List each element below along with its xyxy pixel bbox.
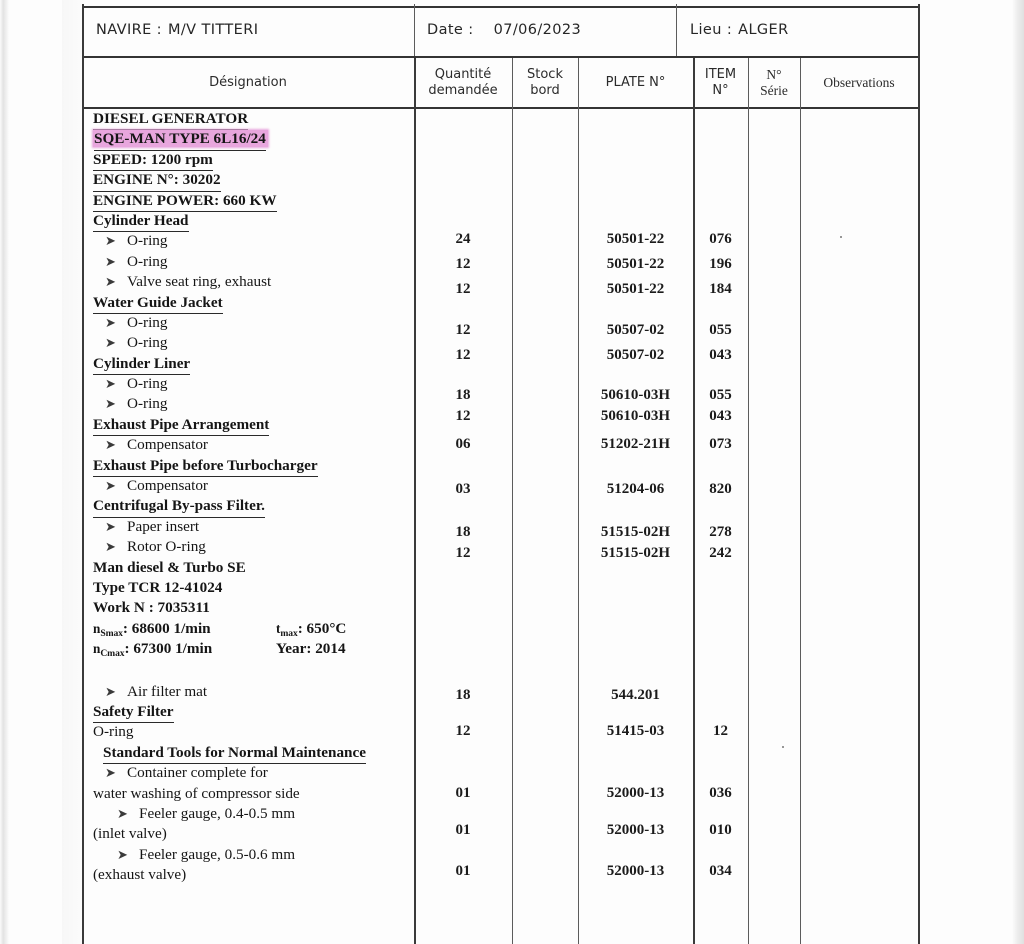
spec-subscript: Smax [100,627,123,639]
designation-line-text: Cylinder Head [93,211,189,232]
column-header-item-no: ITEM N° [704,67,737,98]
designation-text-line [93,824,413,844]
designation-bullet-line [93,763,413,783]
cell-quantite-demandee: 12 [455,545,471,561]
cell-plate-no: 50610-03H [600,408,671,424]
cell-plate-no: 50501-22 [606,256,665,272]
field-date [427,4,581,56]
designation-section-heading [93,415,413,435]
spec-symbol: n [93,641,101,657]
designation-bullet-line [93,476,413,496]
cell-item-no: 034 [709,863,732,879]
designation-bullet-line [93,272,413,292]
cell-plate-no: 52000-13 [606,822,665,838]
cell-plate-no: 51415-03 [606,723,665,739]
cell-quantite-demandee: 12 [455,408,471,424]
designation-line-text: O-ring [127,334,168,352]
cell-item-no: 043 [709,408,732,424]
spec-value: : 68600 1/min [122,619,211,637]
designation-section-heading [93,354,413,374]
highlighter-marker [93,130,268,147]
cell-quantite-demandee: 12 [455,281,471,297]
designation-line-text: SPEED: 1200 rpm [93,150,213,171]
designation-section-heading [93,702,413,722]
designation-title-line [93,109,413,129]
designation-line-text: Man diesel & Turbo SE [93,558,246,576]
designation-line-text: Paper insert [127,517,200,535]
designation-line-text: Valve seat ring, exhaust [127,273,272,291]
cell-plate-no: 544.201 [611,687,660,703]
cell-quantite-demandee: 01 [455,863,471,879]
designation-gap [93,660,413,682]
designation-bullet-line [93,537,413,557]
cell-item-no: 12 [713,723,728,739]
designation-line-text: (inlet valve) [93,825,167,843]
designation-line-text: Exhaust Pipe before Turbocharger [93,456,318,477]
requisition-table [82,4,920,944]
column-header-observations: Observations [823,74,895,90]
scan-left-edge [0,0,9,944]
spec-symbol: n [93,620,101,636]
designation-line-text: O-ring [127,313,168,331]
field-navire [96,4,258,56]
date-label: Date : [427,22,474,38]
designation-line-text: Air filter mat [127,682,208,700]
designation-line-text: O-ring [93,723,134,741]
designation-line-text: O-ring [127,232,168,250]
cell-plate-no: 51515-02H [600,524,671,540]
designation-line-text: ENGINE N°: 30202 [93,170,221,191]
cell-quantite-demandee: 18 [455,524,471,540]
designation-line-text: (exhaust valve) [93,866,187,884]
cell-plate-no: 50507-02 [606,347,665,363]
cell-quantite-demandee: 18 [455,387,471,403]
column-header-stock-bord: Stock bord [527,67,563,98]
date-value: 07/06/2023 [493,22,582,38]
designation-line-text: Container complete for [127,764,268,782]
spec-subscript: Cmax [100,648,125,660]
designation-bullet-line [93,252,413,272]
designation-bullet-line [93,845,413,865]
cell-item-no: 278 [709,524,732,540]
column-header-no-serie: N° Série [760,66,788,98]
designation-column [93,109,413,885]
designation-bullet-line [93,394,413,414]
cell-quantite-demandee: 01 [455,785,471,801]
designation-section-heading [93,456,413,476]
column-header-plate-no: PLATE N° [605,74,666,90]
spec-value-2: : 650°C [297,619,347,637]
bullet-arrow-icon: ➤ [105,765,116,781]
cell-item-no: 055 [709,387,732,403]
bullet-arrow-icon: ➤ [105,274,116,290]
cell-quantite-demandee: 12 [455,322,471,338]
turbocharger-spec-line [93,639,413,659]
cell-quantite-demandee: 24 [455,231,471,247]
designation-section-heading [93,496,413,516]
designation-line-text: Cylinder Liner [93,354,190,375]
cell-item-no: 043 [709,347,732,363]
designation-title-line [93,191,413,211]
cell-quantite-demandee: 03 [455,481,471,497]
cell-quantite-demandee: 06 [455,436,471,452]
lieu-value: ALGER [738,22,789,38]
scan-right-edge [1012,0,1024,944]
designation-line-text: O-ring [127,375,168,393]
cell-item-no: 076 [709,231,732,247]
cell-item-no: 010 [709,822,732,838]
bullet-arrow-icon: ➤ [105,335,116,351]
designation-line-text: Safety Filter [93,702,174,723]
cell-plate-no: 50501-22 [606,281,665,297]
cell-plate-no: 50507-02 [606,322,665,338]
designation-bullet-line [93,374,413,394]
bullet-arrow-icon: ➤ [105,376,116,392]
cell-plate-no: 52000-13 [606,785,665,801]
designation-section-heading [93,293,413,313]
cell-quantite-demandee: 12 [455,723,471,739]
bullet-arrow-icon: ➤ [105,233,116,249]
designation-line-text: Compensator [127,436,208,454]
bullet-arrow-icon: ➤ [105,539,116,555]
designation-text-line [93,865,413,885]
designation-bullet-line [93,231,413,251]
cell-plate-no: 51515-02H [600,545,671,561]
designation-line-text: Water Guide Jacket [93,293,223,314]
cell-plate-no: 51202-21H [600,436,671,452]
designation-line-text: Centrifugal By-pass Filter. [93,496,265,517]
designation-bullet-line [93,333,413,353]
designation-section-heading [93,211,413,231]
bullet-arrow-icon: ➤ [105,253,116,269]
designation-text-line [93,722,413,742]
designation-bullet-line [93,682,413,702]
designation-bullet-line [93,804,413,824]
designation-line-text: Standard Tools for Normal Maintenance [103,743,366,764]
scan-speck [782,746,784,748]
designation-text-line [93,578,413,598]
cell-quantite-demandee: 12 [455,347,471,363]
cell-quantite-demandee: 01 [455,822,471,838]
table-body [82,109,920,944]
column-header-row [82,58,920,107]
designation-line-text: DIESEL GENERATOR [93,109,248,130]
scan-speck [840,236,842,238]
designation-line-text: Exhaust Pipe Arrangement [93,415,269,436]
bullet-arrow-icon: ➤ [117,805,128,821]
bullet-arrow-icon: ➤ [105,314,116,330]
spec-symbol-2: t [276,620,281,636]
lieu-label: Lieu : [690,22,733,38]
designation-bullet-line [93,517,413,537]
designation-line-text: O-ring [127,395,168,413]
designation-bullet-line [93,435,413,455]
turbocharger-spec-line [93,619,413,639]
bullet-arrow-icon: ➤ [105,478,116,494]
cell-plate-no: 50610-03H [600,387,671,403]
cell-item-no: 055 [709,322,732,338]
designation-bullet-line [93,313,413,333]
cell-item-no: 196 [709,256,732,272]
bullet-arrow-icon: ➤ [105,518,116,534]
designation-line-text: Type TCR 12-41024 [93,578,223,596]
designation-line-text: Rotor O-ring [127,538,206,556]
cell-plate-no: 50501-22 [606,231,665,247]
designation-text-line [93,558,413,578]
spec-subscript-2: max [280,627,298,639]
designation-line-text: Feeler gauge, 0.5-0.6 mm [139,845,296,863]
cell-quantite-demandee: 12 [455,256,471,272]
column-header-quantite-demandee: Quantité demandée [428,67,498,98]
spec-value: : 67300 1/min [124,640,213,658]
cell-plate-no: 52000-13 [606,863,665,879]
spec-secondary-value [276,619,346,641]
designation-title-line [93,129,413,149]
bullet-arrow-icon: ➤ [105,437,116,453]
cell-item-no: 820 [709,481,732,497]
spec-secondary-value: Year: 2014 [276,640,346,658]
designation-title-line [93,170,413,190]
designation-text-line [93,598,413,618]
designation-line-text: O-ring [127,252,168,270]
field-lieu [690,4,789,56]
navire-label: NAVIRE : [96,22,162,38]
paper-left-shadow [62,0,84,944]
cell-item-no: 242 [709,545,732,561]
bullet-arrow-icon: ➤ [105,683,116,699]
column-header-designation: Désignation [209,74,287,90]
meta-row [82,4,920,56]
designation-line-text: Compensator [127,477,208,495]
designation-line-text: water washing of compressor side [93,784,300,802]
bullet-arrow-icon: ➤ [105,396,116,412]
designation-title-line [93,150,413,170]
cell-plate-no: 51204-06 [606,481,665,497]
designation-line-text: Work N : 7035311 [93,599,210,617]
designation-text-line [93,784,413,804]
cell-item-no: 184 [709,281,732,297]
cell-quantite-demandee: 18 [455,687,471,703]
designation-section-heading [93,743,413,763]
designation-line-text: Feeler gauge, 0.4-0.5 mm [139,804,296,822]
cell-item-no: 036 [709,785,732,801]
bullet-arrow-icon: ➤ [117,846,128,862]
cell-item-no: 073 [709,436,732,452]
designation-line-text: ENGINE POWER: 660 KW [93,191,277,212]
designation-line-text: SQE-MAN TYPE 6L16/24 [94,129,266,150]
navire-value: M/V TITTERI [167,22,259,38]
